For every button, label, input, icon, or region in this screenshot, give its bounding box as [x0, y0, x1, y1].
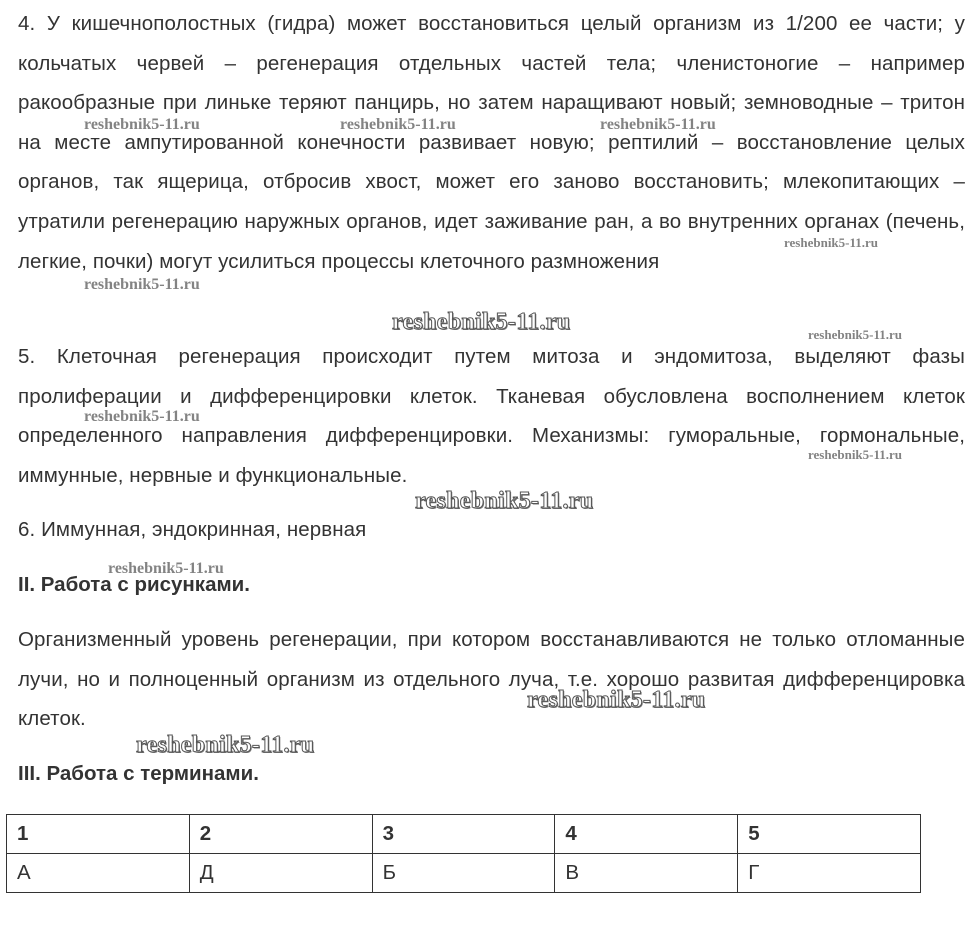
table-row	[7, 854, 921, 893]
watermark: reshebnik5-11.ru	[808, 447, 903, 462]
watermark: reshebnik5-11.ru	[415, 488, 594, 514]
table-header-cell: 1	[7, 815, 190, 854]
watermark: reshebnik5-11.ru	[784, 235, 879, 250]
table-header-cell: 2	[189, 815, 372, 854]
watermark: reshebnik5-11.ru	[340, 116, 456, 133]
answer-paragraph-6: 6. Иммунная, эндокринная, нервная	[18, 518, 367, 541]
watermark: reshebnik5-11.ru	[84, 116, 200, 133]
table-cell: В	[555, 854, 738, 893]
table-cell: Г	[738, 854, 921, 893]
watermark: reshebnik5-11.ru	[84, 276, 200, 293]
section-heading-drawings: II. Работа с рисунками.	[18, 573, 250, 596]
drawings-answer-text: Организменный уровень регенерации, при котором восстанавливаются не только отломанные лучи, но и полноценный организм из отдельного луча, т.е. хорошо развитая дифференцировка клеток.	[18, 628, 965, 731]
terms-answer-table	[6, 814, 921, 893]
answer-paragraph-5: 5. Клеточная регенерация происходит путем митоза и эндомитоза, выделяют фазы пролиферации и дифференцировки клеток. Тканевая обусловлена восполнением клеток определенного направления дифференцировки. Механизмы: гуморальные, гормональные, иммунные, нервные и функциональные.	[18, 345, 965, 487]
watermark: reshebnik5-11.ru	[84, 408, 200, 425]
answer-paragraph-4: 4. У кишечнополостных (гидра) может восстановиться целый организм из 1/200 ее части; у кольчатых червей – регенерация отдельных частей тела; членистоногие – например ракообразные при линьке теряют панцирь, но затем наращивают новый; земноводные – тритон на месте ампутированной конечности развивает новую; рептилий – восстановление целых органов, так ящерица, отбросив хвост, может его заново восстановить; млекопитающих – утратили регенерацию наружных органов, идет заживание ран, а во внутренних органах (печень, легкие, почки) могут усилиться процессы клеточного размножения	[18, 12, 965, 273]
table-cell: А	[7, 854, 190, 893]
watermark: reshebnik5-11.ru	[527, 687, 706, 713]
table-header-cell: 3	[372, 815, 555, 854]
watermark: reshebnik5-11.ru	[600, 116, 716, 133]
watermark: reshebnik5-11.ru	[808, 327, 903, 342]
table-cell: Д	[189, 854, 372, 893]
section-heading-terms: III. Работа с терминами.	[18, 762, 259, 785]
watermark: reshebnik5-11.ru	[108, 560, 224, 577]
table-header-cell: 4	[555, 815, 738, 854]
table-header-row	[7, 815, 921, 854]
watermark: reshebnik5-11.ru	[392, 309, 571, 335]
watermark: reshebnik5-11.ru	[136, 732, 315, 758]
table-cell: Б	[372, 854, 555, 893]
table-header-cell: 5	[738, 815, 921, 854]
